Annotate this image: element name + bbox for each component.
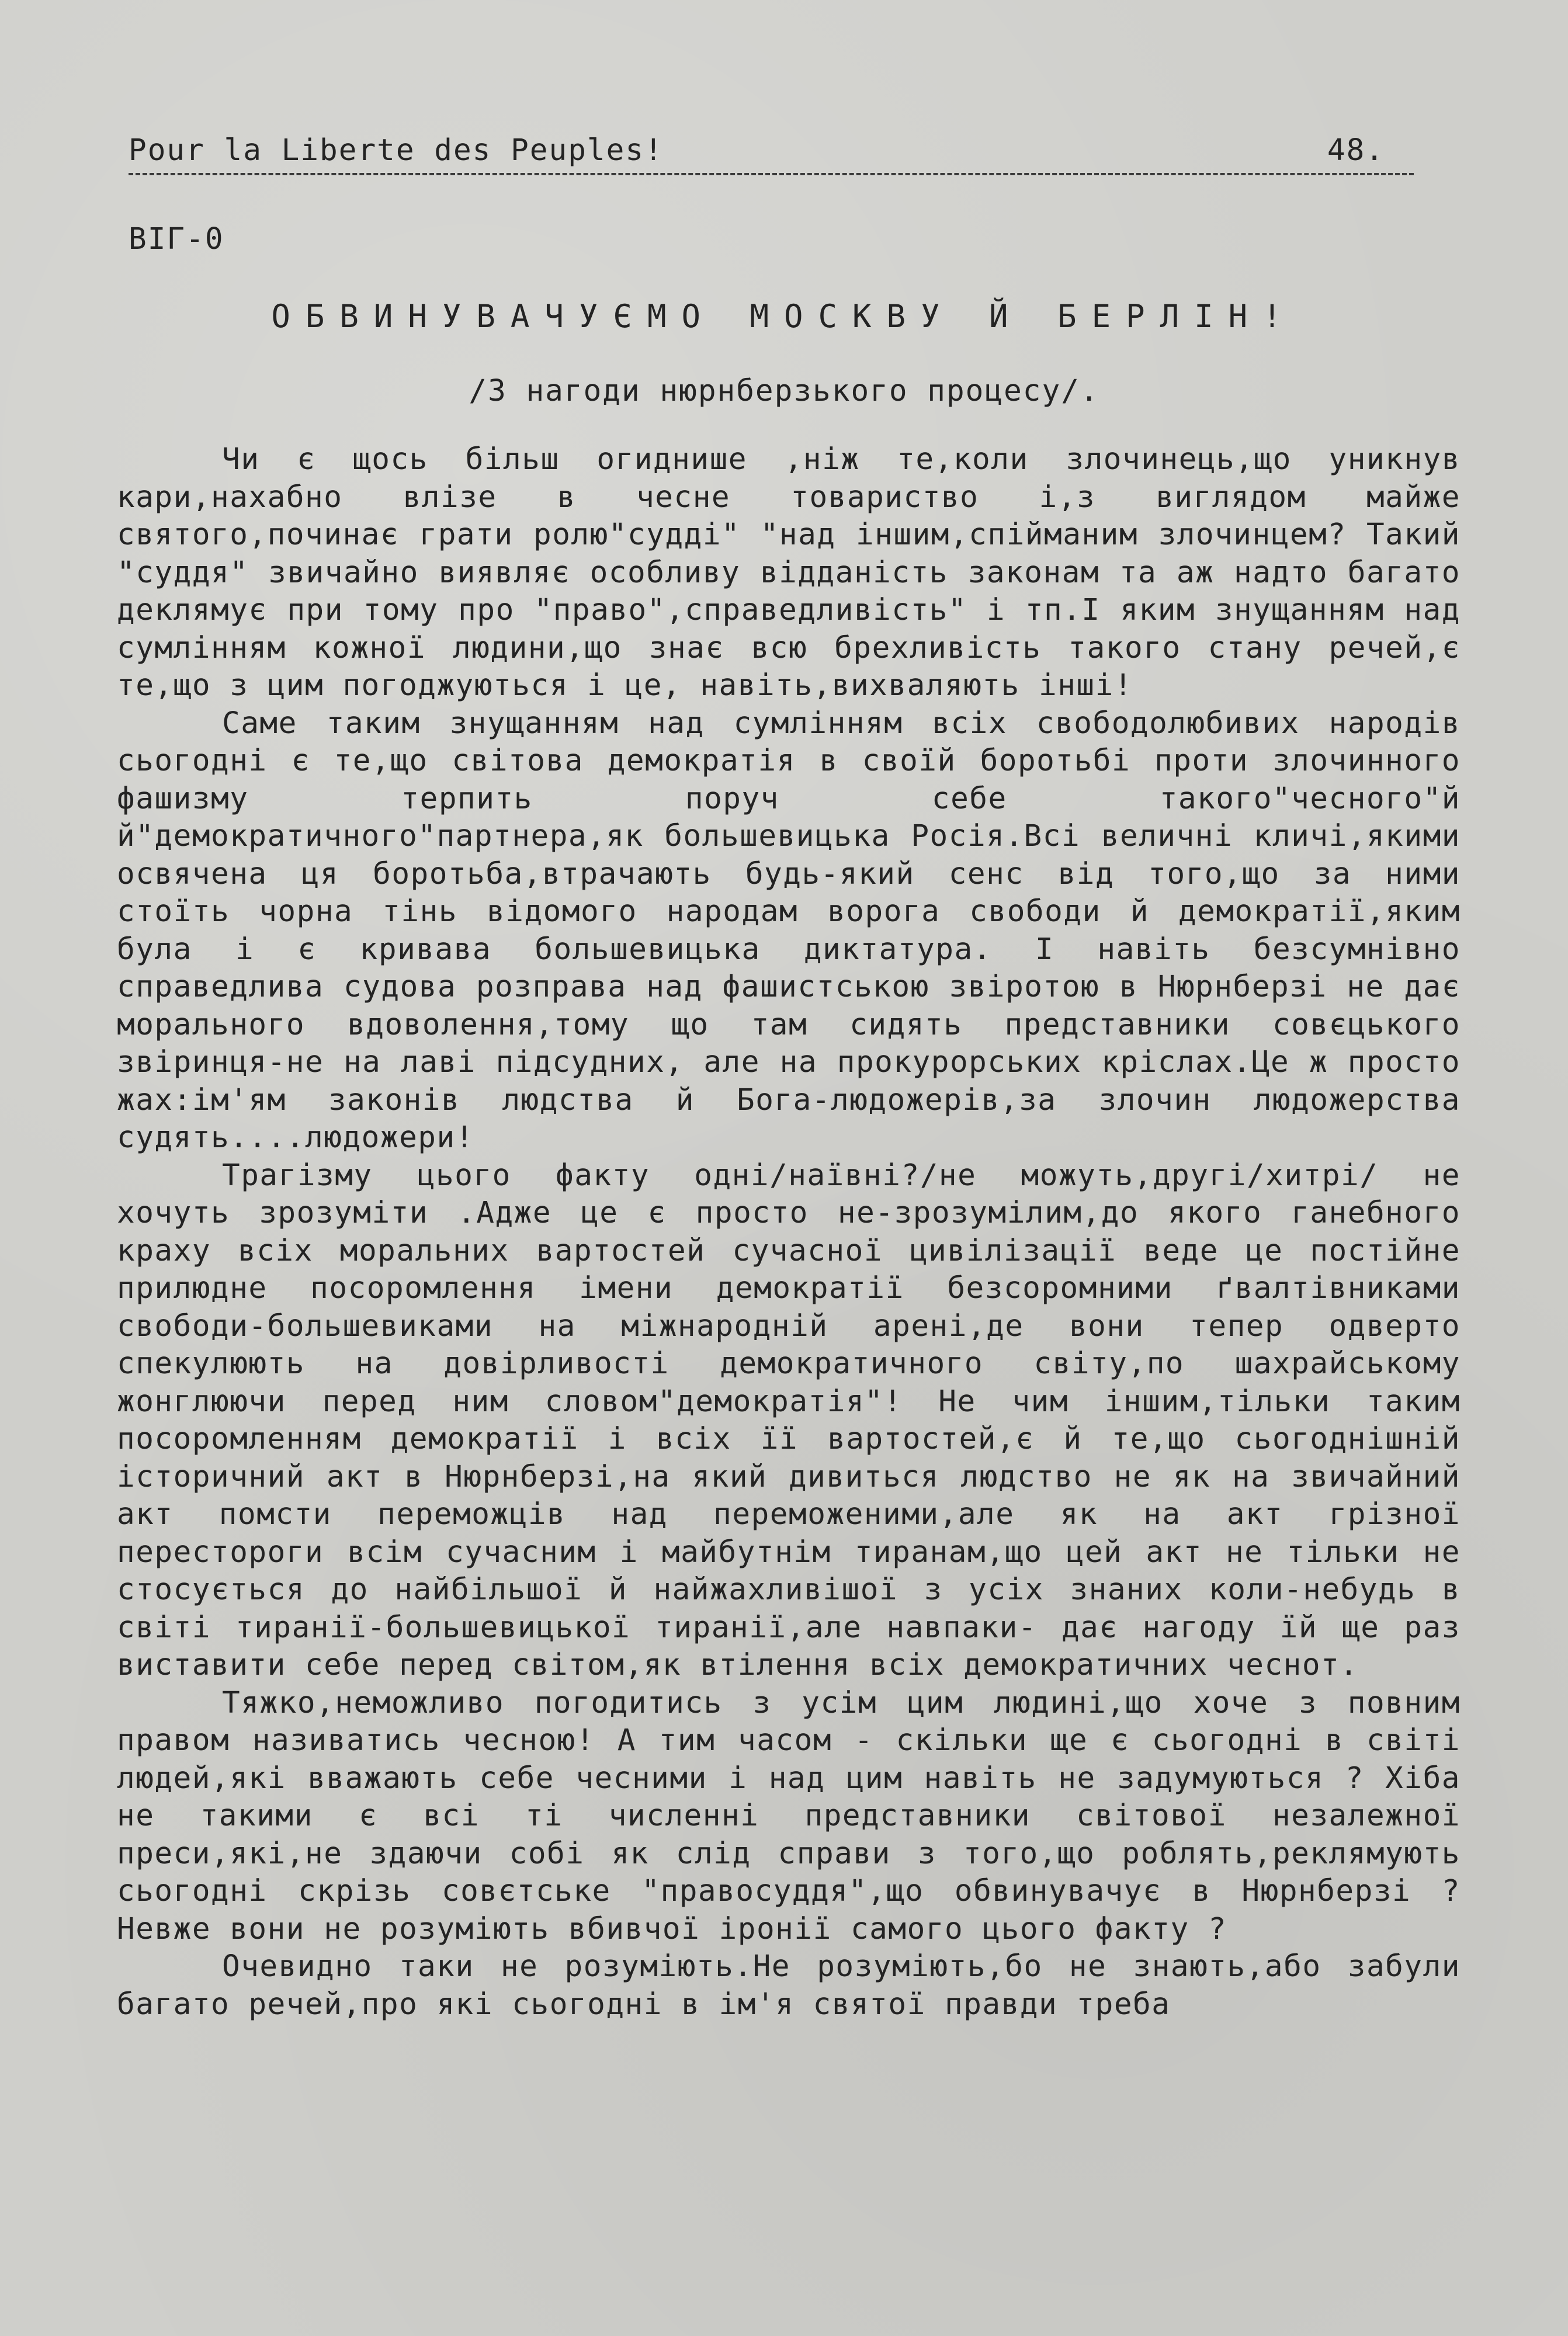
article-body [117,441,1461,2023]
header-slogan: Pour la Liberte des Peuples! [129,133,664,168]
article-subtitle: /З нагоди нюрнберзького процесу/. [469,374,1099,408]
paragraph: Очевидно таки не розуміють.Не розуміють,бо не знають,або забули багато речей,про які сьогодні в ім'я святої правди треба [117,1949,1461,2022]
paragraph: Трагізму цього факту одні/наївні?/не можуть,другі/хитрі/ не хочуть зрозуміти .Адже це є просто не-зрозумілим,до якого ганебного краху всіх моральних вартостей сучасної цивілізації веде це постійне прилюдне посоромлення імени демократії безсоромними ґвалтівниками свободи-большевиками на міжнародній арені,де вони тепер одверто спекулюють на довірливості демократичного світу,по шахрайському жонглюючи перед ним словом"демократія"! Не чим іншим,тільки таким посоромленням демократії і всіх її вартостей,є й те,що сьогоднішній історичний акт в Нюрнберзі,на який дивиться людство не як на звичайний акт помсти переможців над переможеними,але як на акт грізної перестороги всім сучасним і майбутнім тиранам,що цей акт не тільки не стосується до найбільшої й найжахливішої з усіх знаних коли-небудь в світі тиранії-большевицької тиранії,але навпаки- дає нагоду їй ще раз виставити себе перед світом,як втілення всіх демократичних чеснот. [117,1158,1461,1682]
paragraph: Саме таким знущанням над сумлінням всіх свободолюбивих народів сьогодні є те,що світова демократія в своїй боротьбі проти злочинного фашизму терпить поруч себе такого"чесного"й й"демократичного"партнера,як большевицька Росія.Всі величні кличі,якими освячена ця боротьба,втрачають будь-який сенс від того,що за ними стоїть чорна тінь відомого народам ворога свободи й демократії,яким була і є кривава большевицька диктатура. І навіть безсумнівно справедлива судова розправа над фашистською звіротою в Нюрнберзі не дає морального вдоволення,тому що там сидять представники совєцького звіринця-не на лаві підсудних, але на прокурорських кріслах.Це ж просто жах:ім'ям законів людства й Бога-людожерів,за злочин людожерства судять....людожери! [117,706,1461,1155]
paragraph: Чи є щось більш огиднише ,ніж те,коли злочинець,що уникнув кари,нахабно влізе в чесне товариство і,з виглядом майже святого,починає грати ролю"судді" "над іншим,спійманим злочинцем? Такий "суддя" звичайно виявляє особливу відданість законам та аж надто багато деклямує при тому про "право",справедливість" і тп.І яким знущанням над сумлінням кожної людини,що знає всю брехливість такого стану речей,є те,що з цим погоджуються і це, навіть,вихваляють інші! [117,442,1461,703]
paragraph: Тяжко,неможливо погодитись з усім цим людині,що хоче з повним правом називатись чесною! А тим часом - скільки ще є сьогодні в світі людей,які вважають себе чесними і над цим навіть не задумуються ? Хіба не такими є всі ті численні представники світової незалежної преси,які,не здаючи собі як слід справи з того,що роблять,реклямують сьогодні скрізь совєтське "правосуддя",що обвинувачує в Нюрнберзі ? Невже вони не розуміють вбивчої іронії самого цього факту ? [117,1685,1461,1946]
page-header [129,133,1414,180]
page-number: 48. [1327,133,1385,168]
header-dashed-rule [129,173,1414,175]
document-code: ВІГ-0 [129,222,224,256]
article-title: ОБВИНУВАЧУЄМО МОСКВУ Й БЕРЛІН! [271,298,1297,335]
